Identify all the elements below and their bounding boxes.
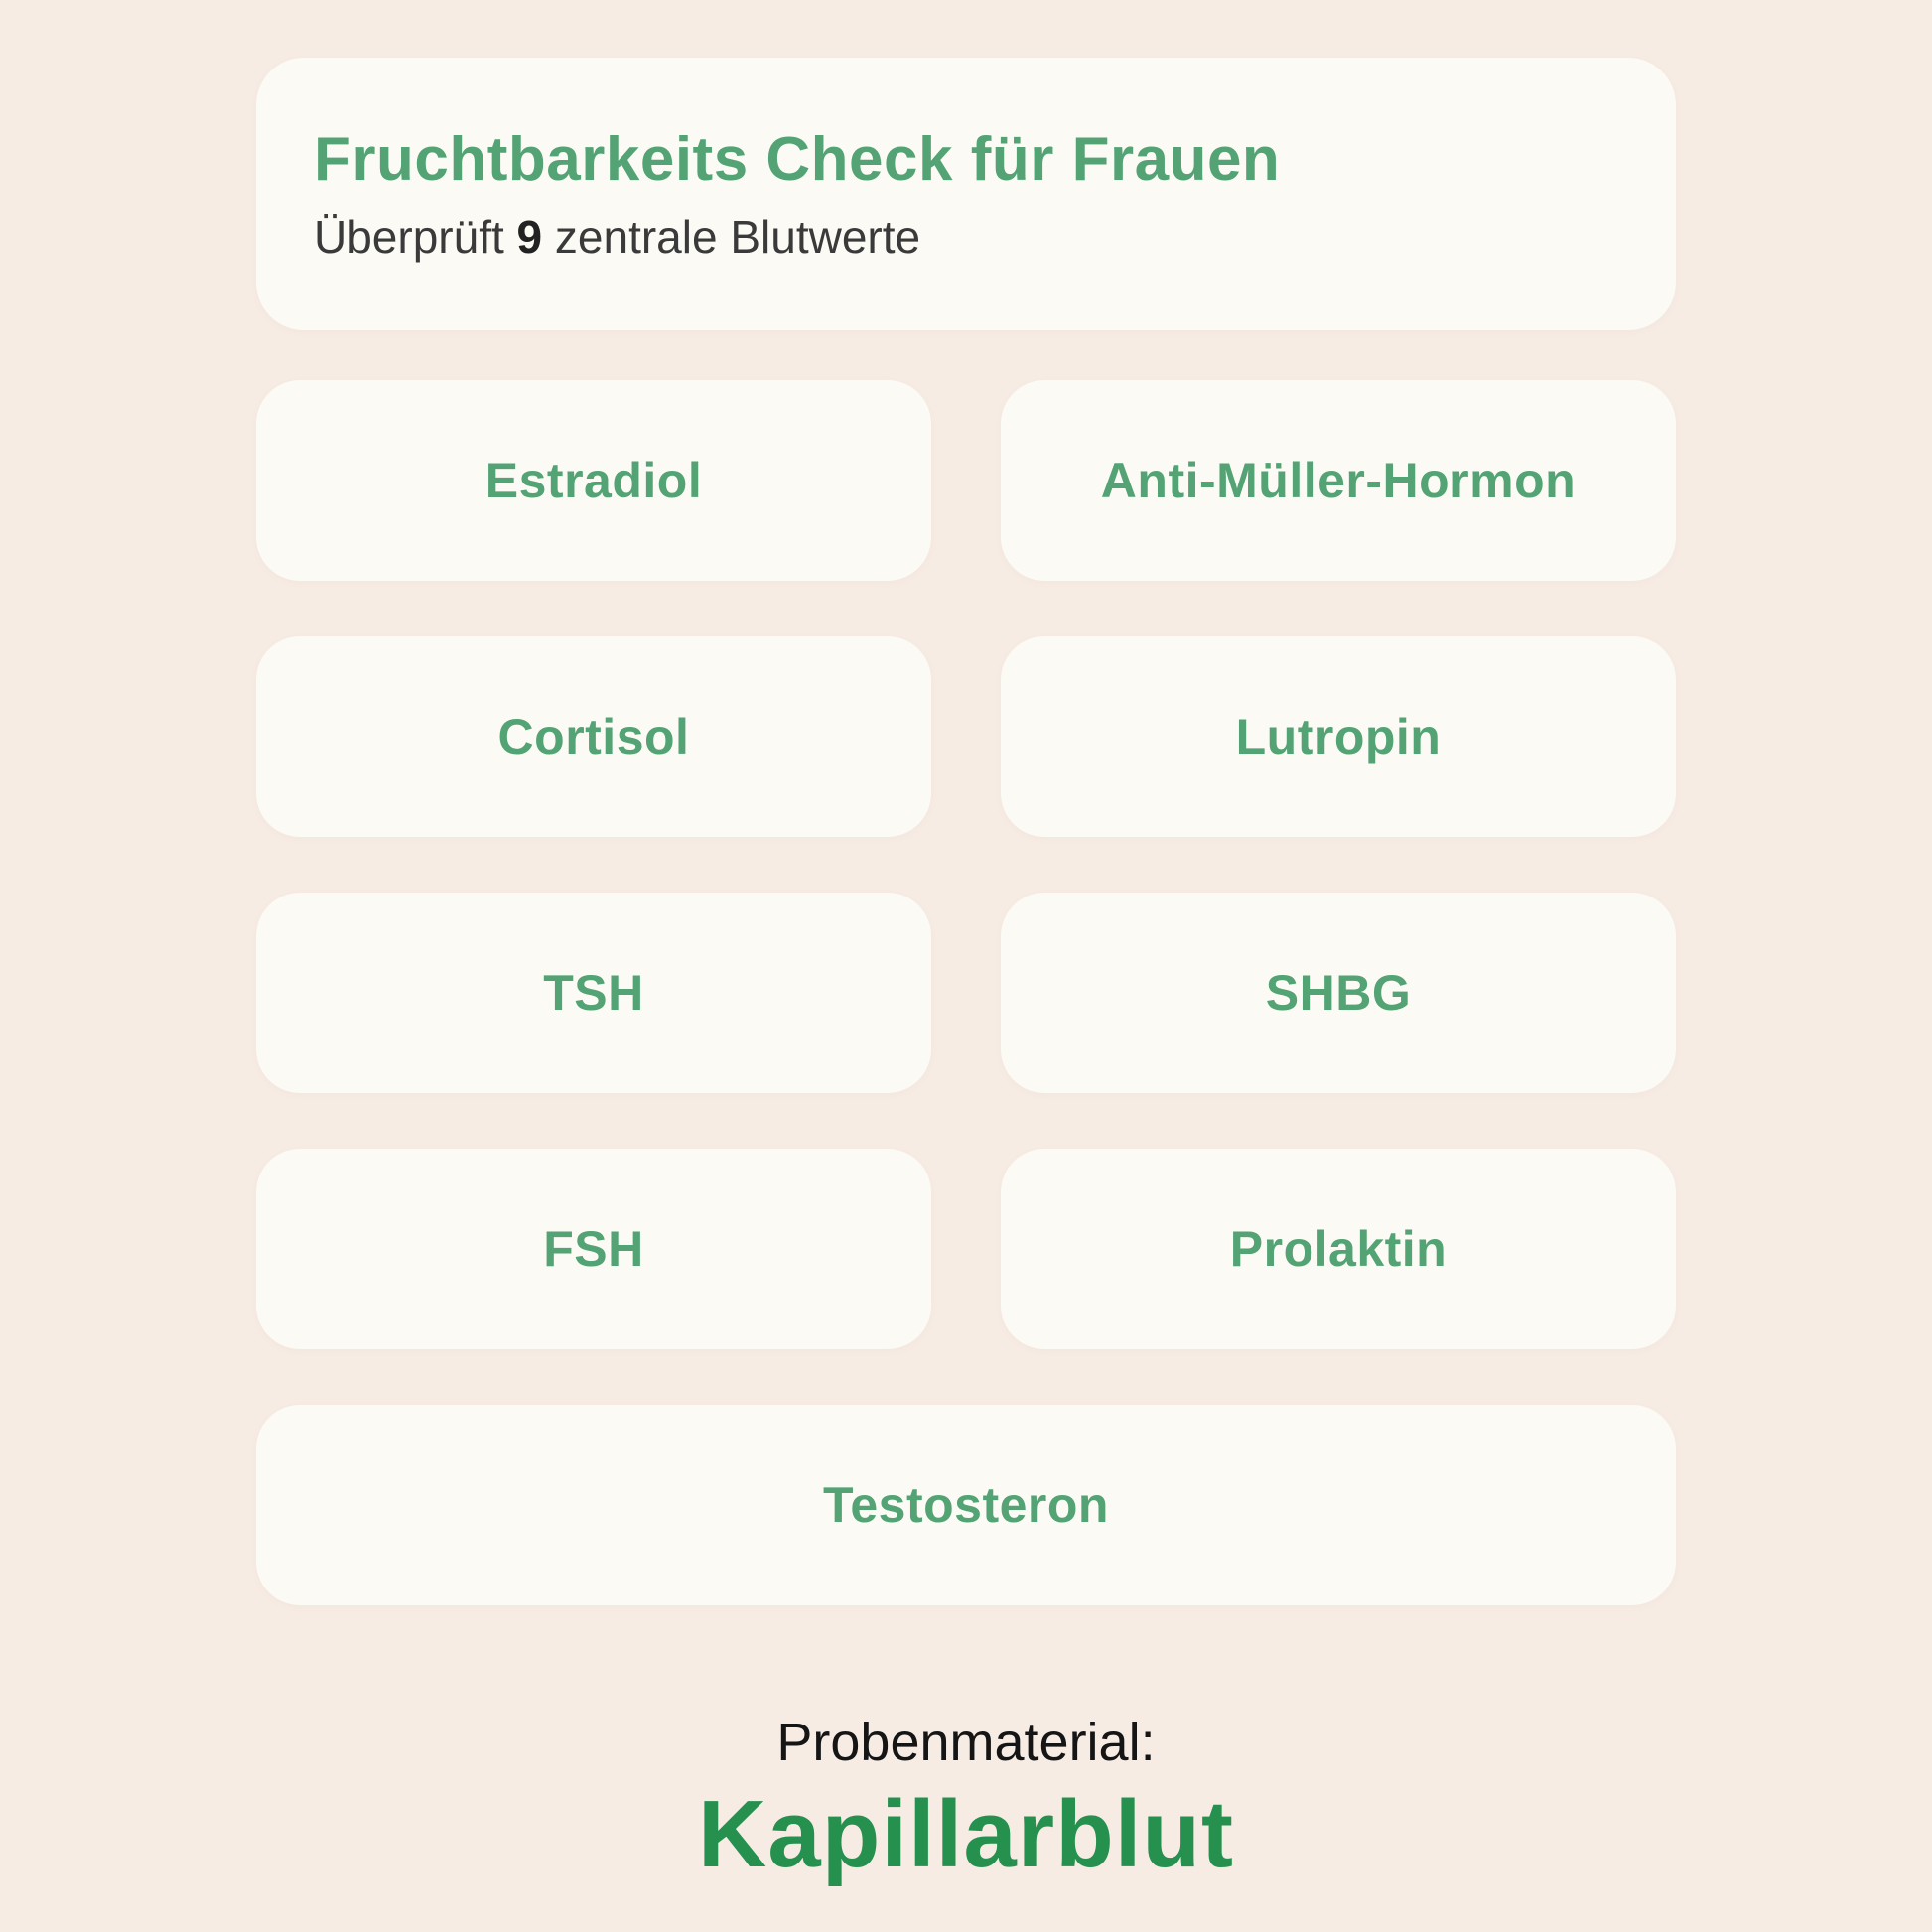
- biomarker-card-anti-mueller-hormon: [1001, 380, 1676, 581]
- biomarker-label: FSH: [543, 1221, 644, 1277]
- biomarker-card-cortisol: [256, 636, 931, 837]
- biomarker-label: Anti-Müller-Hormon: [1100, 453, 1577, 508]
- biomarker-card-lutropin: [1001, 636, 1676, 837]
- biomarker-card-prolaktin: [1001, 1149, 1676, 1349]
- biomarker-label: Cortisol: [497, 709, 690, 764]
- biomarker-card-shbg: [1001, 893, 1676, 1093]
- biomarker-grid: [256, 380, 1676, 1605]
- biomarker-label: Testosteron: [823, 1477, 1109, 1533]
- biomarker-card-estradiol: [256, 380, 931, 581]
- subtitle-suffix: zentrale Blutwerte: [542, 211, 921, 264]
- biomarker-label: Prolaktin: [1229, 1221, 1448, 1277]
- biomarker-label: TSH: [543, 965, 644, 1021]
- biomarker-card-tsh: [256, 893, 931, 1093]
- biomarker-card-fsh: [256, 1149, 931, 1349]
- subtitle-prefix: Überprüft: [314, 211, 517, 264]
- footer: [256, 1711, 1676, 1885]
- biomarker-label: Lutropin: [1235, 709, 1442, 764]
- biomarker-label: SHBG: [1265, 965, 1412, 1021]
- subtitle-count: 9: [516, 211, 543, 264]
- page-subtitle: [314, 212, 1618, 263]
- sample-material-value: Kapillarblut: [697, 1780, 1235, 1887]
- header-card: [256, 58, 1676, 330]
- biomarker-card-testosteron: [256, 1405, 1676, 1605]
- page-title: Fruchtbarkeits Check für Frauen: [314, 125, 1281, 195]
- biomarker-label: Estradiol: [484, 453, 703, 508]
- sample-material-label: Probenmaterial:: [776, 1713, 1156, 1772]
